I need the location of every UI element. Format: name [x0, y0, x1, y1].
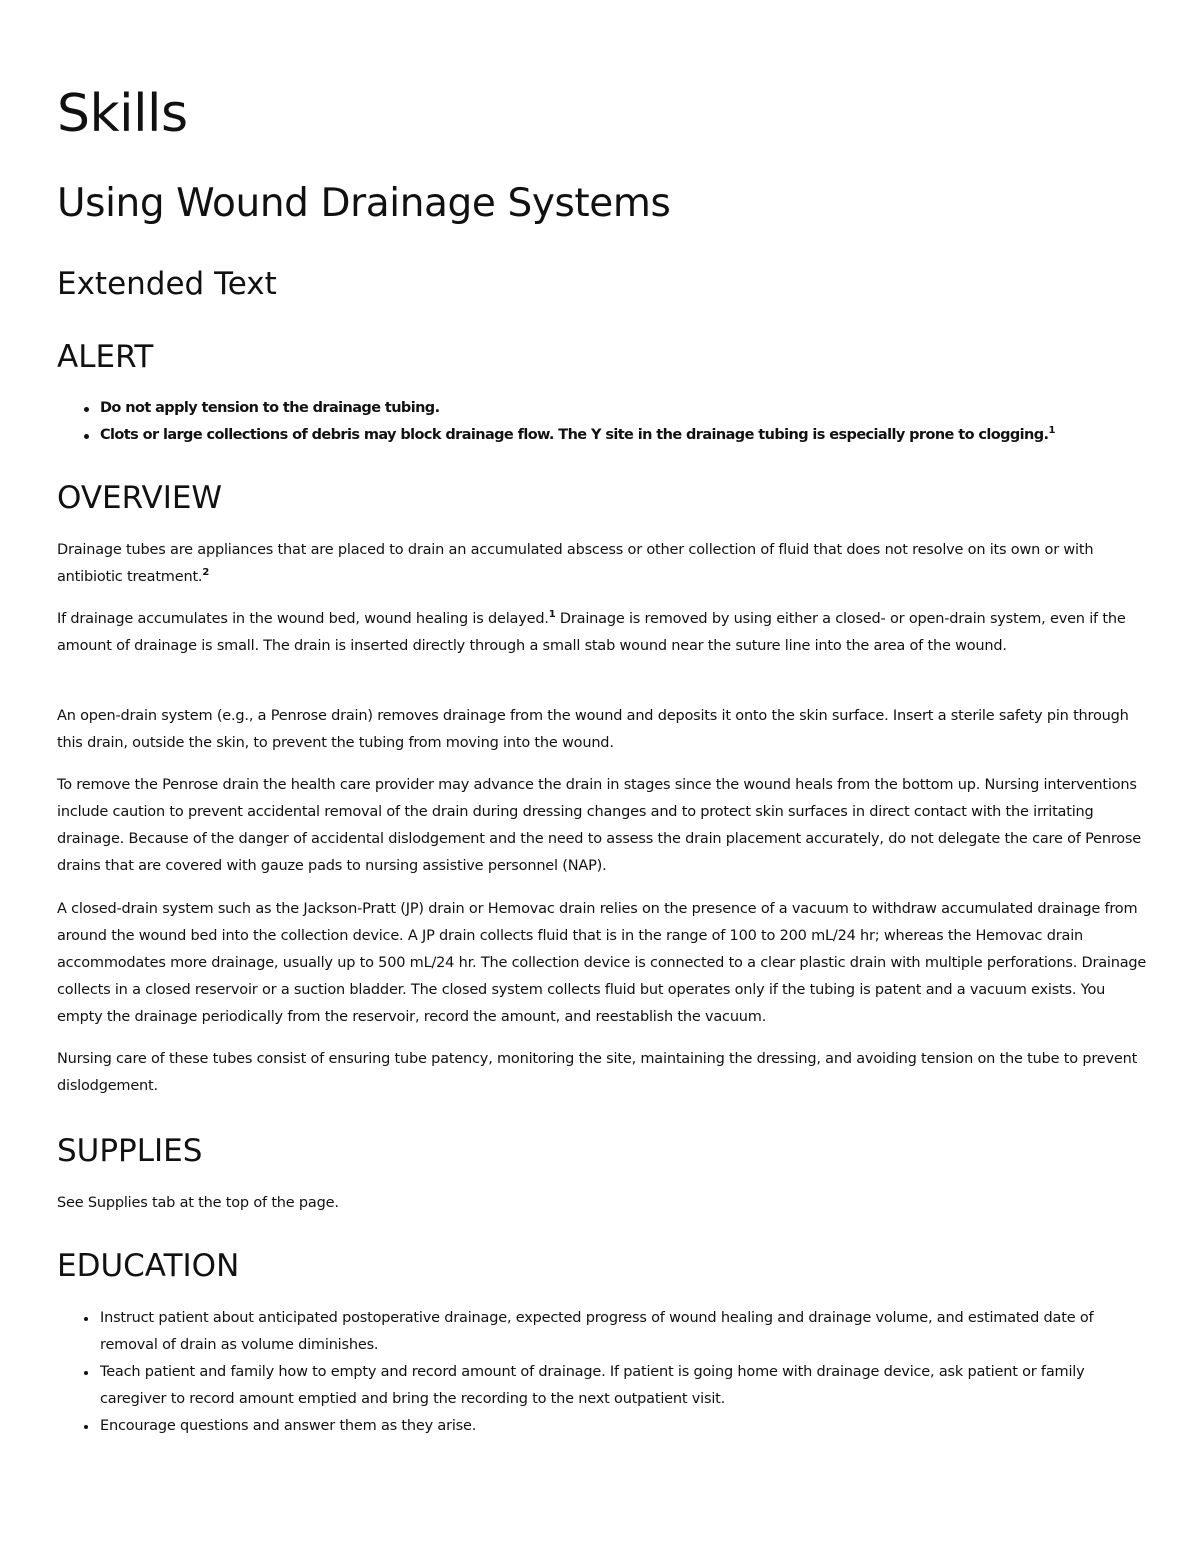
subtitle: Extended Text [57, 266, 277, 302]
overview-heading: OVERVIEW [57, 480, 223, 516]
alert-item-text: Do not apply tension to the drainage tubing. [100, 400, 440, 416]
alert-item-text: Clots or large collections of debris may block drainage flow. The Y site in the drainage tubing is especially prone to clogging. [100, 427, 1049, 443]
supplies-heading: SUPPLIES [57, 1133, 203, 1169]
page-title: Using Wound Drainage Systems [57, 181, 671, 226]
overview-paragraph: Nursing care of these tubes consist of ensuring tube patency, monitoring the site, maintaining the dressing, and avoiding tension on the tube to prevent dislodgement. [57, 1051, 1138, 1094]
overview-paragraph: To remove the Penrose drain the health care provider may advance the drain in stages since the wound heals from the bottom up. Nursing interventions include caution to prevent accidental removal of the drain during dressing changes and to protect skin surfaces in direct contact with the irritating drainage. Because of the danger of accidental dislodgement and the need to assess the drain placement accurately, do not delegate the care of Penrose drains that are covered with gauze pads to nursing assistive personnel (NAP). [57, 777, 1142, 874]
overview-paragraph: A closed-drain system such as the Jackson-Pratt (JP) drain or Hemovac drain relies on the presence of a vacuum to withdraw accumulated drainage from around the wound bed into the collection device. A JP drain collects fluid that is in the range of 100 to 200 mL/24 hr; whereas the Hemovac drain accommodates more drainage, usually up to 500 mL/24 hr. The collection device is connected to a clear plastic drain with multiple perforations. Drainage collects in a closed reservoir or a suction bladder. The closed system collects fluid but operates only if the tubing is patent and a vacuum exists. You empty the drainage periodically from the reservoir, record the amount, and reestablish the vacuum. [57, 901, 1147, 1025]
education-item: Instruct patient about anticipated postoperative drainage, expected progress of wound healing and drainage volume, and estimated date of removal of drain as volume diminishes. [57, 1305, 1147, 1359]
paragraph-text: If drainage accumulates in the wound bed, wound healing is delayed. [57, 611, 549, 627]
alert-item [57, 395, 1055, 422]
reference-link[interactable]: 1 [548, 609, 556, 620]
supplies-text: See Supplies tab at the top of the page. [57, 1195, 339, 1211]
education-heading: EDUCATION [57, 1248, 240, 1284]
alert-heading: ALERT [57, 339, 154, 375]
education-item: Teach patient and family how to empty and record amount of drainage. If patient is going home with drainage device, ask patient or family caregiver to record amount emptied and bring the recording to the next outpatient visit. [57, 1359, 1147, 1413]
reference-link[interactable]: 2 [202, 567, 210, 578]
paragraph-text: Drainage is removed by using either a closed- or open-drain system, even if the amount of drainage is small. The drain is inserted directly through a small stab wound near the suture line into the area of the wound. [57, 611, 1126, 654]
education-list [57, 1305, 1147, 1440]
section-label: Skills [57, 84, 188, 144]
overview-paragraph: An open-drain system (e.g., a Penrose drain) removes drainage from the wound and deposits it onto the skin surface. Insert a sterile safety pin through this drain, outside the skin, to prevent the tubing from moving into the wound. [57, 708, 1129, 751]
alert-item [57, 422, 1055, 449]
overview-paragraph [57, 606, 1147, 660]
education-item: Encourage questions and answer them as they arise. [57, 1413, 1147, 1440]
paragraph-text: Drainage tubes are appliances that are placed to drain an accumulated abscess or other collection of fluid that does not resolve on its own or with antibiotic treatment. [57, 542, 1094, 585]
alert-list [57, 395, 1055, 449]
overview-paragraph [57, 537, 1147, 591]
reference-link[interactable]: 1 [1048, 425, 1055, 436]
